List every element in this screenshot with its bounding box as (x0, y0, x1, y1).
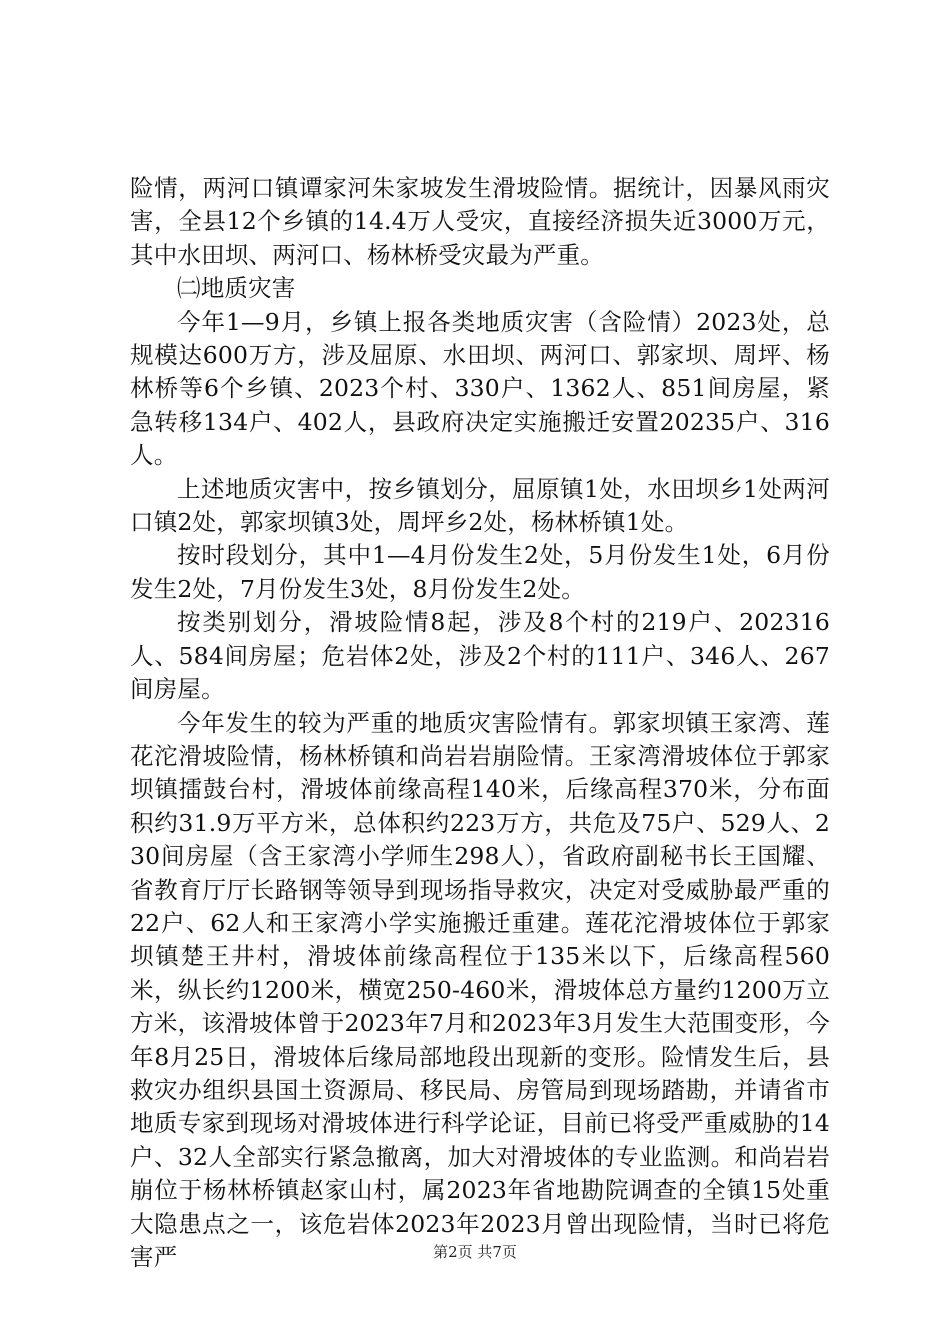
paragraph-storm-summary: 险情，两河口镇谭家河朱家坡发生滑坡险情。据统计，因暴风雨灾害，全县12个乡镇的14.4万人受灾，直接经济损失近3000万元，其中水田坝、两河口、杨林桥受灾最为严重。 (130, 174, 830, 269)
paragraph-disaster-overview: 今年1—9月，乡镇上报各类地质灾害（含险情）2023处，总规模达600万方，涉及屈原、水田坝、两河口、郭家坝、周坪、杨林桥等6个乡镇、2023个村、330户、1362人、851间房屋，紧急转移134户、402人，县政府决定实施搬迁安置20235户、316人。 (130, 307, 830, 470)
page-number-footer: 第2页 共7页 (433, 1243, 517, 1261)
paragraph-by-township: 上述地质灾害中，按乡镇划分，屈原镇1处，水田坝乡1处两河口镇2处，郭家坝镇3处，周坪乡2处，杨林桥镇1处。 (130, 474, 830, 537)
paragraph-by-category: 按类别划分，滑坡险情8起，涉及8个村的219户、202316人、584间房屋；危岩体2处，涉及2个村的111户、346人、267间房屋。 (130, 608, 830, 704)
paragraph-by-period: 按时段划分，其中1—4月份发生2处，5月份发生1处，6月份发生2处，7月份发生3处，8月份发生2处。 (130, 541, 830, 603)
document-body (130, 172, 830, 1274)
section-heading-geological-disasters: ㈡地质灾害 (177, 274, 296, 303)
paragraph-serious-cases: 今年发生的较为严重的地质灾害险情有。郭家坝镇王家湾、莲花沱滑坡险情，杨林桥镇和尚岩岩崩险情。王家湾滑坡体位于郭家坝镇擂鼓台村，滑坡体前缘高程140米，后缘高程370米，分布面积约31.9万平方米，总体积约223万方，共危及75户、529人、230间房屋（含王家湾小学师生298人），省政府副秘书长王国耀、省教育厅厅长路钢等领导到现场指导救灾，决定对受威胁最严重的22户、62人和王家湾小学实施搬迁重建。莲花沱滑坡体位于郭家坝镇楚王井村，滑坡体前缘高程位于135米以下，后缘高程560米，纵长约1200米，横宽250-460米，滑坡体总方量约1200万立方米，该滑坡体曾于2023年7月和2023年3月发生大范围变形，今年8月25日，滑坡体后缘局部地段出现新的变形。险情发生后，县救灾办组织县国土资源局、移民局、房管局到现场踏勘，并请省市地质专家到现场对滑坡体进行科学论证，目前已将受严重威胁的14户、32人全部实行紧急撤离，加大对滑坡体的专业监测。和尚岩岩崩位于杨林桥镇赵家山村，属2023年省地勘院调查的全镇15处重大隐患点之一，该危岩体2023年2023月曾出现险情，当时已将危害严 (130, 708, 830, 1271)
